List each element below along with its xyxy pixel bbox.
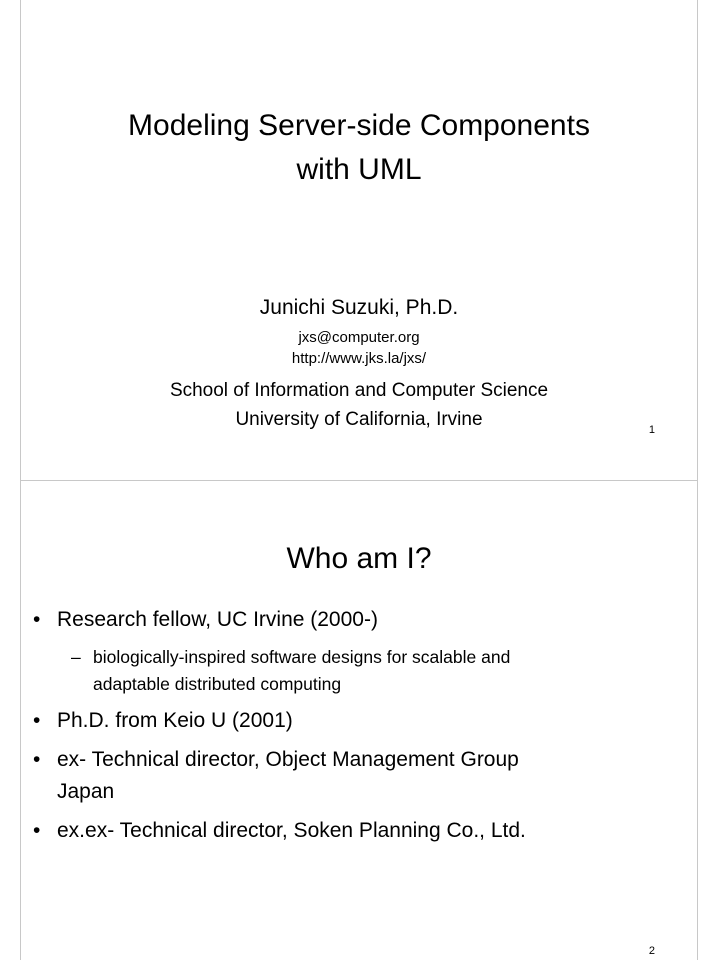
bullet-icon: • bbox=[33, 608, 41, 631]
slide-1 bbox=[20, 0, 698, 480]
bullet-text-line-2: Japan bbox=[57, 780, 115, 803]
author-name: Junichi Suzuki, Ph.D. bbox=[259, 296, 459, 319]
slide-title-line-1: Modeling Server-side Components bbox=[128, 109, 590, 142]
bullet-text-line-1: ex- Technical director, Object Management Group bbox=[57, 748, 519, 771]
affiliation-line-2: University of California, Irvine bbox=[235, 409, 483, 430]
page-number: 1 bbox=[648, 424, 655, 436]
slide-title: Who am I? bbox=[286, 542, 432, 575]
bullet-text: Research fellow, UC Irvine (2000-) bbox=[57, 608, 378, 631]
sub-bullet-text-line-2: adaptable distributed computing bbox=[93, 674, 342, 694]
bullet-item bbox=[33, 815, 526, 847]
bullet-item bbox=[33, 705, 293, 737]
affiliation-line-1: School of Information and Computer Science bbox=[169, 380, 549, 401]
sub-bullet-item bbox=[71, 644, 511, 698]
page-number: 2 bbox=[648, 945, 655, 957]
dash-icon: – bbox=[71, 647, 81, 667]
author-url: http://www.jks.la/jxs/ bbox=[291, 350, 427, 367]
bullet-text: Ph.D. from Keio U (2001) bbox=[57, 709, 293, 732]
bullet-item bbox=[33, 604, 378, 636]
author-email: jxs@computer.org bbox=[298, 329, 420, 346]
bullet-item bbox=[33, 744, 519, 808]
sub-bullet-text-line-1: biologically-inspired software designs for scalable and bbox=[93, 647, 511, 667]
bullet-icon: • bbox=[33, 709, 41, 732]
bullet-icon: • bbox=[33, 748, 41, 771]
slide-title-line-2: with UML bbox=[296, 153, 422, 186]
bullet-icon: • bbox=[33, 819, 41, 842]
bullet-text: ex.ex- Technical director, Soken Planning Co., Ltd. bbox=[57, 819, 526, 842]
slide-2 bbox=[20, 480, 698, 960]
